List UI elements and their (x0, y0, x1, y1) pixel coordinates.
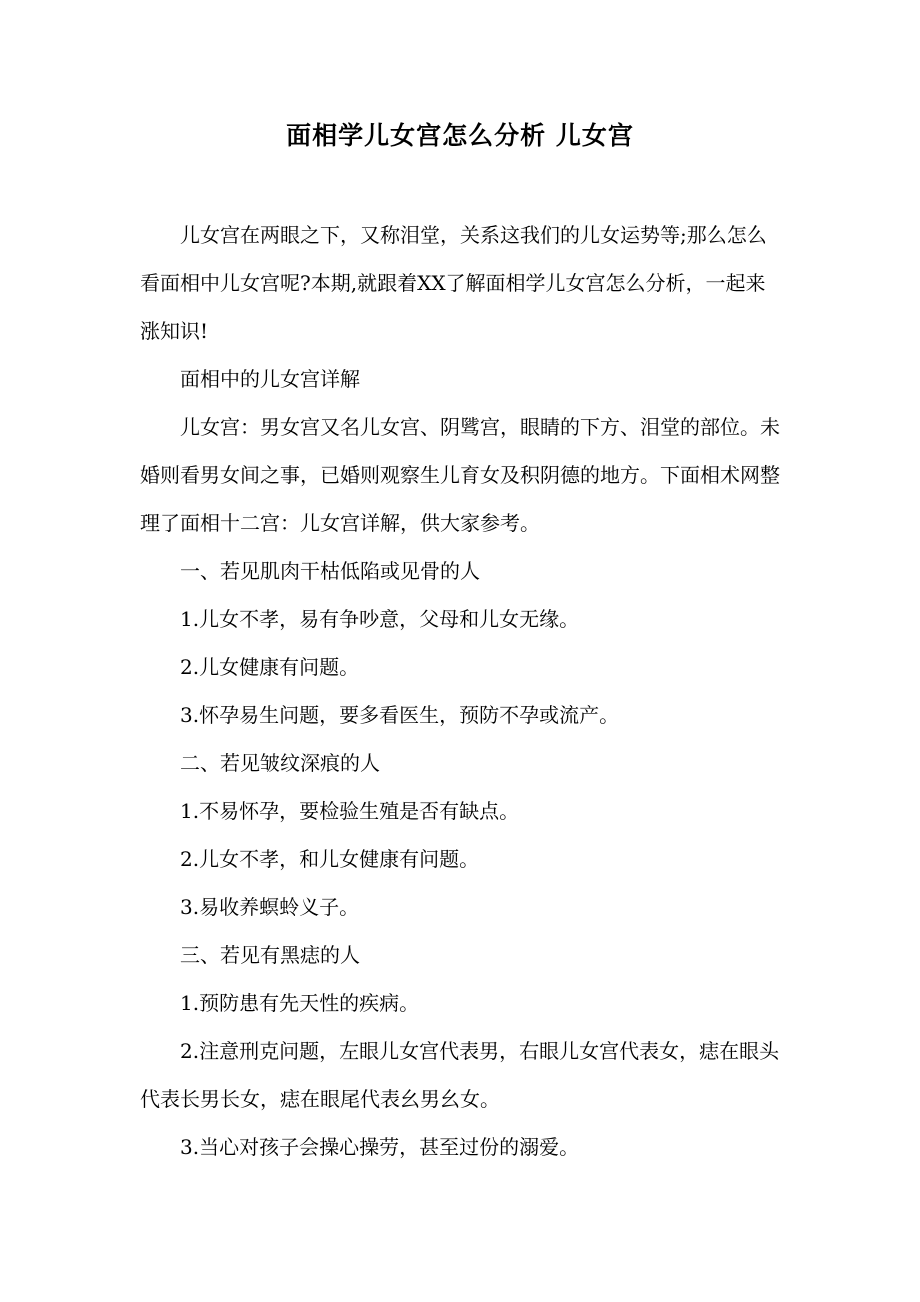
list-item-1-3: 3.怀孕易生问题，要多看医生，预防不孕或流产。 (180, 703, 620, 727)
list-item-1-1: 1.儿女不孝，易有争吵意，父母和儿女无缘。 (180, 607, 580, 631)
section-heading-1: 一、若见肌肉干枯低陷或见骨的人 (180, 559, 480, 583)
section-heading-detail: 面相中的儿女宫详解 (180, 367, 360, 391)
list-item-2-2: 2.儿女不孝，和儿女健康有问题。 (180, 847, 480, 871)
list-item-1-2: 2.儿女健康有问题。 (180, 655, 360, 679)
section-heading-3: 三、若见有黑痣的人 (180, 943, 360, 967)
document-body (140, 211, 780, 1171)
paragraph-intro: 儿女宫在两眼之下，又称泪堂，关系这我们的儿女运势等;那么怎么看面相中儿女宫呢?本期,就跟着XX了解面相学儿女宫怎么分析，一起来涨知识! (140, 223, 767, 343)
list-item-3-1: 1.预防患有先天性的疾病。 (180, 991, 420, 1015)
list-item-2-3: 3.易收养螟蛉义子。 (180, 895, 360, 919)
list-item-2-1: 1.不易怀孕，要检验生殖是否有缺点。 (180, 799, 520, 823)
document-title: 面相学儿女宫怎么分析 儿女宫 (286, 121, 634, 150)
list-item-3-2: 2.注意刑克问题，左眼儿女宫代表男，右眼儿女宫代表女，痣在眼头代表长男长女，痣在眼尾代表幺男幺女。 (140, 1039, 780, 1111)
list-item-3-3: 3.当心对孩子会操心操劳，甚至过份的溺爱。 (180, 1135, 580, 1159)
paragraph-definition: 儿女宫：男女宫又名儿女宫、阴骘宫，眼睛的下方、泪堂的部位。未婚则看男女间之事，已婚则观察生儿育女及积阴德的地方。下面相术网整理了面相十二宫：儿女宫详解，供大家参考。 (140, 415, 780, 535)
section-heading-2: 二、若见皱纹深痕的人 (180, 751, 380, 775)
